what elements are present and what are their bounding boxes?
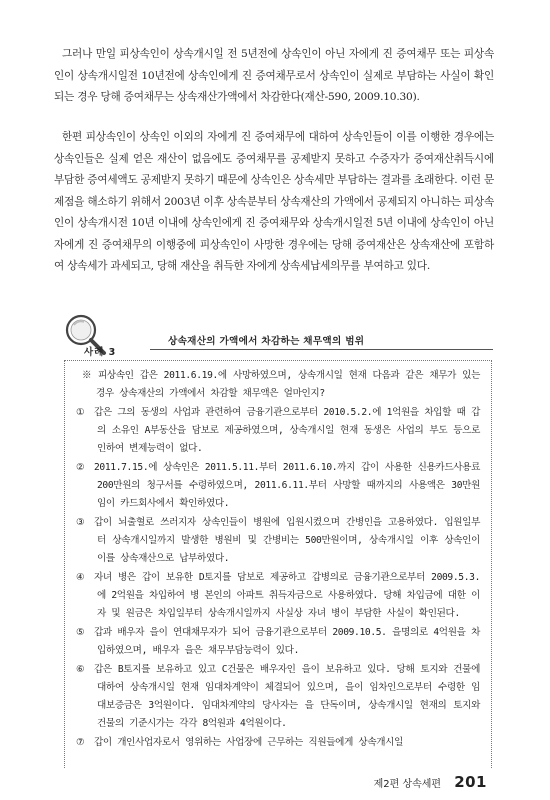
item-number: ⑤ xyxy=(76,627,85,638)
item-text: 자녀 병은 갑이 보유한 D토지를 담보로 제공하고 갑병의로 금융기관으로부터 2009.5.3.에 2억원을 차입하여 병 본인의 아파트 취득자금으로 사용하였다. 당해 차입금에 대한 이자 및 원금은 차입일부터 상속개시일까지 사실상 자녀 병이 부담한 사실이 확인된다. xyxy=(94,572,480,619)
list-item xyxy=(76,661,480,733)
item-text: 갑이 뇌출혈로 쓰러지자 상속인들이 병원에 입원시켰으며 간병인을 고용하였다. 입원일부터 상속개시일까지 발생한 병원비 및 간병비는 500만원이며, 상속개시일 이후 상속인이 이를 상속재산으로 납부하였다. xyxy=(94,517,480,564)
item-number: ① xyxy=(76,407,85,418)
list-item xyxy=(76,459,480,513)
case-body xyxy=(76,367,480,753)
case-question xyxy=(76,367,480,403)
item-number: ④ xyxy=(76,572,85,583)
item-text: 갑은 B토지를 보유하고 있고 C건물은 배우자인 을이 보유하고 있다. 당해 토지와 건물에 대하여 상속개시일 현재 임대차계약이 체결되어 있으며, 을이 임차인으로부터 수령한 임대보증금은 3억원이다. 임대차계약의 당사자는 을 단독이며, 상속개시일 현재의 토지와 건물의 기준시가는 각각 8억원과 4억원이다. xyxy=(94,664,480,729)
item-text: 갑과 배우자 을이 연대채무자가 되어 금융기관으로부터 2009.10.5. 을명의로 4억원을 차입하였으며, 배우자 을은 채무부담능력이 있다. xyxy=(94,627,480,656)
page-footer xyxy=(374,772,487,791)
list-item xyxy=(76,514,480,568)
page-number: 201 xyxy=(454,773,487,791)
list-item xyxy=(76,569,480,623)
list-item xyxy=(76,404,480,458)
title-divider xyxy=(150,349,493,350)
item-number: ③ xyxy=(76,517,85,528)
body-paragraph-2: 한편 피상속인이 상속인 이외의 자에게 진 증여채무에 대하여 상속인들이 이를 이행한 경우에는 상속인들은 실제 얻은 재산이 없음에도 증여채무를 공제받지 못하고 수증자가 증여재산취득시에 부담한 증여세액도 공제받지 못하기 때문에 상속인은 상속세만 부담하는 결과를 초래한다. 이런 문제점을 해소하기 위해서 2003년 이후 상속분부터 상속재산의 가액에서 공제되지 아니하는 피상속인이 상속개시전 10년 이내에 상속인에게 진 증여채무와 상속개시일전 5년 이내에 상속인이 아닌 자에게 진 증여채무의 이행중에 피상속인이 사망한 경우에는 당해 증여재산은 상속재산에 포함하여 상속세가 과세되고, 당해 재산을 취득한 자에게 상속세납세의무를 부여하고 있다. xyxy=(54,131,494,272)
item-number: ② xyxy=(76,462,85,473)
list-item xyxy=(76,624,480,660)
body-paragraph-1: 그러나 만일 피상속인이 상속개시일 전 5년전에 상속인이 아닌 자에게 진 증여채무 또는 피상속인이 상속개시일전 10년전에 상속인에게 진 증여채무로서 상속인이 실제로 부담하는 사실이 확인되는 경우 당해 증여채무는 상속재산가액에서 차감한다(재산-590, 2009.10.30). xyxy=(54,48,494,103)
case-label: 사례 3 xyxy=(84,347,117,358)
item-text: 2011.7.15.에 상속인은 2011.5.11.부터 2011.6.10.까지 갑이 사용한 신용카드사용료 200만원의 청구서를 수령하였으며, 2011.6.11.부터 사망할 때까지의 사용액은 30만원임이 카드회사에서 확인하였다. xyxy=(94,462,480,509)
footer-section: 제2편 상속세편 xyxy=(373,779,442,790)
item-number: ⑦ xyxy=(76,737,85,748)
case-question-text: 피상속인 갑은 2011.6.19.에 사망하였으며, 상속개시일 현재 다음과 같은 채무가 있는 경우 상속재산의 가액에서 차감할 채무액은 얼마인지? xyxy=(96,370,480,399)
item-text: 갑은 그의 동생의 사업과 관련하여 금융기관으로부터 2010.5.2.에 1억원을 차입할 때 갑의 소유인 A부동산을 담보로 제공하였으며, 상속개시일 현재 동생은 사업의 부도 등으로 인하여 변제능력이 없다. xyxy=(94,407,480,454)
item-text: 갑이 개인사업자로서 영위하는 사업장에 근무하는 직원들에게 상속개시일 xyxy=(94,737,403,748)
item-number: ⑥ xyxy=(76,664,85,675)
list-item xyxy=(76,734,480,752)
reference-mark: ※ xyxy=(82,370,92,381)
case-title: 상속재산의 가액에서 차감하는 채무액의 범위 xyxy=(168,336,365,347)
